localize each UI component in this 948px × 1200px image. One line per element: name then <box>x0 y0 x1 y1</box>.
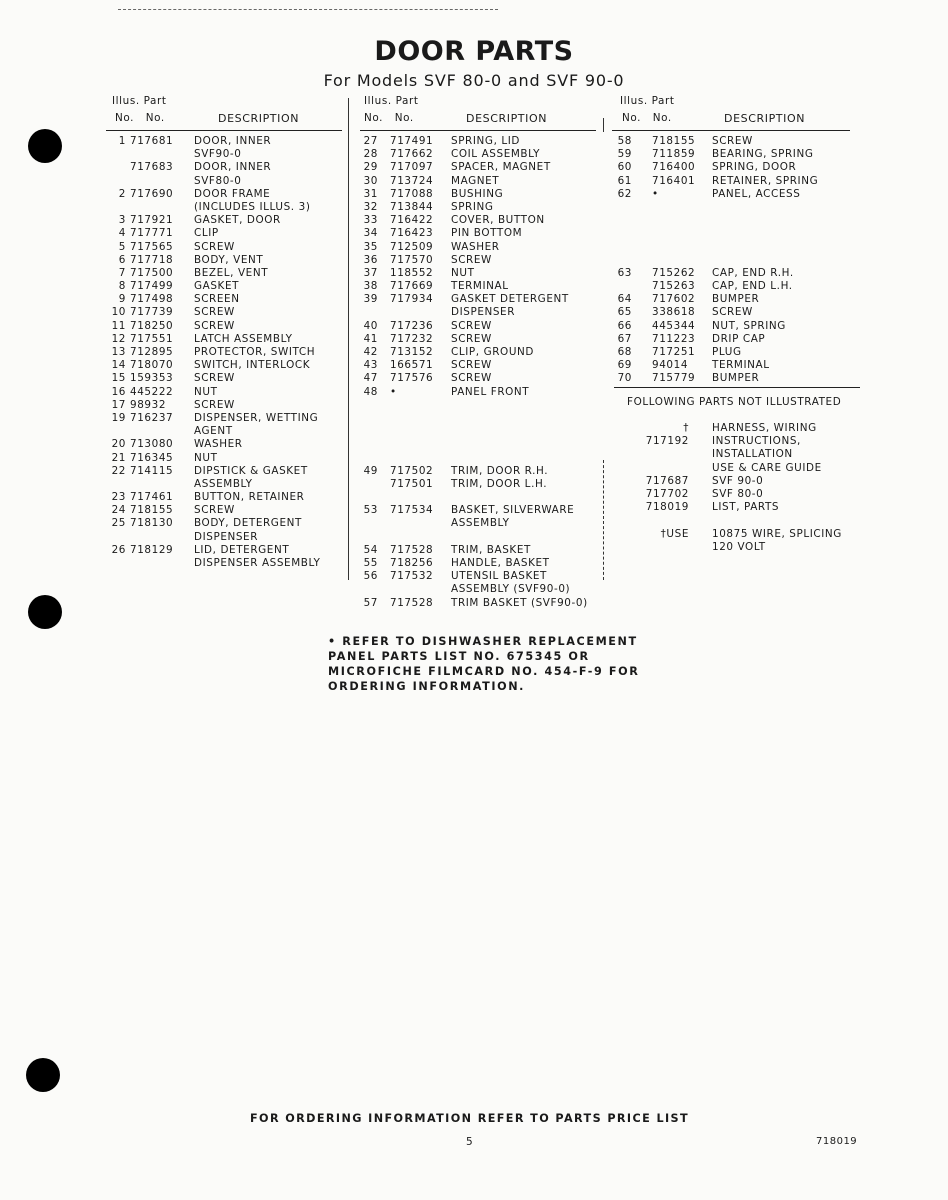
part-description: SCREW <box>194 372 235 385</box>
part-number: 713844 <box>390 200 434 213</box>
part-description: ASSEMBLY <box>194 477 253 490</box>
illus-number: 55 <box>363 557 378 569</box>
part-description: SCREW <box>194 306 235 319</box>
illus-number: 34 <box>363 227 378 240</box>
part-description: WASHER <box>194 438 243 451</box>
part-number: 717461 <box>130 491 174 504</box>
illus-number: 2 <box>118 187 126 200</box>
part-description: TRIM, BASKET <box>451 543 531 556</box>
part-number: 445344 <box>652 319 696 332</box>
illus-number: 7 <box>118 266 126 279</box>
part-description: SPRING, DOOR <box>712 161 797 174</box>
illus-number: 3 <box>118 214 126 227</box>
part-number: 717097 <box>390 161 434 174</box>
illus-number: 1 <box>118 135 126 147</box>
part-number: 717192 <box>645 435 689 448</box>
scan-artifact-line <box>118 9 498 10</box>
part-number: 717702 <box>645 487 689 500</box>
part-number: • <box>390 385 397 398</box>
illus-number: 14 <box>111 359 126 372</box>
part-description: SCREW <box>451 319 492 332</box>
part-description: SCREW <box>451 359 492 372</box>
illus-number: 60 <box>617 161 632 174</box>
illus-number: 36 <box>363 253 378 266</box>
part-description: CLIP, GROUND <box>451 346 535 358</box>
column-divider-right-2 <box>603 460 604 580</box>
part-description: SCREW <box>712 135 753 147</box>
header-rule-2 <box>360 130 596 131</box>
document-number: 718019 <box>816 1136 858 1147</box>
part-description: DOOR FRAME <box>194 187 271 200</box>
illus-number: 41 <box>363 332 378 345</box>
illus-number: 48 <box>363 385 378 398</box>
illus-number: 62 <box>617 187 632 200</box>
part-number: 717687 <box>645 474 689 487</box>
part-description: NUT, SPRING <box>712 319 786 332</box>
header-description: DESCRIPTION <box>724 112 806 125</box>
note-line: MICROFICHE FILMCARD NO. 454-F-9 FOR <box>328 665 640 678</box>
illus-number: 65 <box>617 306 632 319</box>
header-rule-3 <box>612 130 850 131</box>
part-description: DOOR, INNER <box>194 135 272 147</box>
part-description: BODY, VENT <box>194 253 264 266</box>
part-number: 713080 <box>130 438 174 451</box>
note-line: • REFER TO DISHWASHER REPLACEMENT <box>328 635 638 648</box>
illus-number: 67 <box>617 332 632 345</box>
part-number: 716400 <box>652 161 696 174</box>
illus-number: 13 <box>111 346 126 358</box>
part-description: TRIM, DOOR R.H. <box>451 464 549 477</box>
part-number: 118552 <box>390 266 434 279</box>
part-description: DISPENSER, WETTING <box>194 411 319 424</box>
part-number: 166571 <box>390 359 434 372</box>
part-description: MAGNET <box>451 174 500 187</box>
illus-number: 56 <box>363 570 378 583</box>
part-number: 715263 <box>652 280 696 293</box>
illus-number: 33 <box>363 214 378 227</box>
part-description: SVF 80-0 <box>712 487 764 500</box>
part-description: DRIP CAP <box>712 332 766 345</box>
part-description: ASSEMBLY (SVF90-0) <box>451 583 571 596</box>
note-line: PANEL PARTS LIST NO. 675345 OR <box>328 650 590 663</box>
page-title: DOOR PARTS <box>374 36 574 67</box>
part-number: 717528 <box>390 596 434 609</box>
part-number: 718256 <box>390 557 434 569</box>
part-number: 717662 <box>390 148 434 161</box>
illus-number: 39 <box>363 293 378 306</box>
part-number: 716422 <box>390 214 434 227</box>
part-description: BEARING, SPRING <box>712 148 814 161</box>
part-description: LATCH ASSEMBLY <box>194 332 293 345</box>
illus-number: 10 <box>111 306 126 319</box>
part-description: BUMPER <box>712 372 760 385</box>
part-description: COIL ASSEMBLY <box>451 148 541 161</box>
illus-number: 19 <box>111 411 126 424</box>
binder-hole-top <box>28 129 62 163</box>
part-description: TRIM BASKET (SVF90-0) <box>451 596 588 609</box>
part-description: SCREW <box>451 253 492 266</box>
part-description: NUT <box>451 266 475 279</box>
part-number: 713724 <box>390 174 434 187</box>
part-description: LID, DETERGENT <box>194 543 290 556</box>
illus-number: 6 <box>118 253 126 266</box>
part-description: SCREEN <box>194 293 240 306</box>
part-description: SVF90-0 <box>194 148 242 161</box>
part-number: 712895 <box>130 346 174 358</box>
part-number: 717570 <box>390 253 434 266</box>
part-number: 717528 <box>390 543 434 556</box>
part-description: DISPENSER ASSEMBLY <box>194 557 321 569</box>
illus-number: 37 <box>363 266 378 279</box>
part-description: SPRING, LID <box>451 135 521 147</box>
part-number: 717236 <box>390 319 434 332</box>
part-number: 716423 <box>390 227 434 240</box>
part-number: 717690 <box>130 187 174 200</box>
part-description: CAP, END L.H. <box>712 280 793 293</box>
illus-number: 28 <box>363 148 378 161</box>
part-description: SCREW <box>194 319 235 332</box>
part-description: SCREW <box>194 504 235 517</box>
part-number: 94014 <box>652 359 689 372</box>
header-no-no: No. No. <box>364 112 414 124</box>
part-description: 120 VOLT <box>712 540 766 553</box>
part-number: 717534 <box>390 504 434 517</box>
part-description: UTENSIL BASKET <box>451 570 547 583</box>
header-description: DESCRIPTION <box>218 112 300 125</box>
part-number: † <box>683 422 689 434</box>
part-description: TRIM, DOOR L.H. <box>451 477 548 490</box>
part-description: SVF80-0 <box>194 174 242 187</box>
part-number: 714115 <box>130 464 174 477</box>
part-number: 718129 <box>130 543 174 556</box>
part-number: • <box>652 187 659 200</box>
illus-number: 4 <box>118 227 126 240</box>
part-description: SPACER, MAGNET <box>451 161 551 174</box>
part-number: 711223 <box>652 332 696 345</box>
part-description: BODY, DETERGENT <box>194 517 302 530</box>
illus-number: 61 <box>617 174 632 187</box>
binder-hole-bottom <box>26 1058 60 1092</box>
part-number: 338618 <box>652 306 696 319</box>
illus-number: 31 <box>363 187 378 200</box>
illus-number: 69 <box>617 359 632 372</box>
part-description: NUT <box>194 385 218 398</box>
part-number: 717739 <box>130 306 174 319</box>
part-description: WASHER <box>451 240 500 253</box>
part-description: 10875 WIRE, SPLICING <box>712 527 842 540</box>
part-number: 717551 <box>130 332 174 345</box>
ordering-note <box>328 634 639 694</box>
illus-number: 42 <box>363 346 378 358</box>
part-description: DISPENSER <box>194 530 259 543</box>
illus-number: 32 <box>363 200 378 213</box>
part-description: PLUG <box>712 346 742 358</box>
part-description: DOOR, INNER <box>194 161 272 174</box>
part-number: 716237 <box>130 411 174 424</box>
not-illustrated-rule <box>614 387 860 388</box>
part-number: 718070 <box>130 359 174 372</box>
illus-number: 5 <box>118 240 126 253</box>
part-description: (INCLUDES ILLUS. 3) <box>194 200 311 213</box>
part-number: 716345 <box>130 451 174 464</box>
part-number: 717251 <box>652 346 696 358</box>
header-no-no: No. No. <box>115 112 165 124</box>
part-number: 445222 <box>130 385 174 398</box>
part-description: PANEL, ACCESS <box>712 187 801 200</box>
part-description: SCREW <box>712 306 753 319</box>
illus-number: 30 <box>363 174 378 187</box>
part-number: 717921 <box>130 214 174 227</box>
illus-number: 15 <box>111 372 126 385</box>
part-number: 717576 <box>390 372 434 385</box>
part-number: 715262 <box>652 266 696 279</box>
illus-number: 24 <box>111 504 126 517</box>
illus-number: 27 <box>363 135 378 147</box>
part-description: BUMPER <box>712 293 760 306</box>
footer-ordering-info: FOR ORDERING INFORMATION REFER TO PARTS PRICE LIST <box>250 1112 690 1125</box>
part-description: GASKET DETERGENT <box>451 293 569 306</box>
illus-number: 35 <box>363 240 378 253</box>
part-description: SPRING <box>451 200 494 213</box>
part-description: SCREW <box>194 398 235 411</box>
part-description: SWITCH, INTERLOCK <box>194 359 311 372</box>
header-illus-part: Illus. Part <box>364 95 419 107</box>
part-description: LIST, PARTS <box>712 501 780 514</box>
column-divider-right <box>603 118 604 132</box>
illus-number: 40 <box>363 319 378 332</box>
part-description: TERMINAL <box>451 280 509 293</box>
illus-number: 63 <box>617 266 632 279</box>
header-illus-part: Illus. Part <box>620 95 675 107</box>
part-description: HARNESS, WIRING <box>712 422 817 434</box>
illus-number: 9 <box>118 293 126 306</box>
part-description: BUSHING <box>451 187 504 200</box>
header-no-no: No. No. <box>622 112 672 124</box>
illus-number: 49 <box>363 464 378 477</box>
part-description: INSTALLATION <box>712 448 793 461</box>
part-number: 718155 <box>652 135 696 147</box>
part-description: BEZEL, VENT <box>194 266 269 279</box>
part-number: 717771 <box>130 227 174 240</box>
part-number: 717602 <box>652 293 696 306</box>
part-description: INSTRUCTIONS, <box>712 435 801 448</box>
illus-number: 17 <box>111 398 126 411</box>
part-number: 717681 <box>130 135 174 147</box>
part-description: ASSEMBLY <box>451 517 510 530</box>
part-number: 718130 <box>130 517 174 530</box>
header-illus-part: Illus. Part <box>112 95 167 107</box>
part-number: 718155 <box>130 504 174 517</box>
illus-number: 43 <box>363 359 378 372</box>
part-number: 717502 <box>390 464 434 477</box>
part-number: 711859 <box>652 148 696 161</box>
illus-number: 29 <box>363 161 378 174</box>
part-description: SCREW <box>451 332 492 345</box>
illus-number: 22 <box>111 464 126 477</box>
header-description: DESCRIPTION <box>466 112 548 125</box>
part-number: 717501 <box>390 477 434 490</box>
part-description: DIPSTICK & GASKET <box>194 464 308 477</box>
part-description: NUT <box>194 451 218 464</box>
part-number: †USE <box>660 527 689 540</box>
part-number: 717683 <box>130 161 174 174</box>
illus-number: 21 <box>111 451 126 464</box>
part-number: 718250 <box>130 319 174 332</box>
part-number: 715779 <box>652 372 696 385</box>
part-number: 717499 <box>130 280 174 293</box>
part-number: 717565 <box>130 240 174 253</box>
part-description: TERMINAL <box>712 359 770 372</box>
illus-number: 23 <box>111 491 126 504</box>
illus-number: 68 <box>617 346 632 358</box>
part-description: AGENT <box>194 425 233 438</box>
part-description: USE & CARE GUIDE <box>712 461 822 474</box>
part-description: BASKET, SILVERWARE <box>451 504 575 517</box>
part-number: 717934 <box>390 293 434 306</box>
illus-number: 11 <box>111 319 126 332</box>
part-number: 98932 <box>130 398 167 411</box>
part-description: CLIP <box>194 227 219 240</box>
illus-number: 70 <box>617 372 632 385</box>
part-description: SCREW <box>194 240 235 253</box>
illus-number: 20 <box>111 438 126 451</box>
part-description: COVER, BUTTON <box>451 214 545 227</box>
part-number: 717232 <box>390 332 434 345</box>
illus-number: 53 <box>363 504 378 517</box>
illus-number: 58 <box>617 135 632 147</box>
part-description: PIN BOTTOM <box>451 227 523 240</box>
illus-number: 57 <box>363 596 378 609</box>
note-line: ORDERING INFORMATION. <box>328 680 526 693</box>
part-description: DISPENSER <box>451 306 516 319</box>
column-divider-left <box>348 98 349 580</box>
page-number: 5 <box>466 1136 473 1148</box>
part-number: 712509 <box>390 240 434 253</box>
illus-number: 16 <box>111 385 126 398</box>
part-number: 713152 <box>390 346 434 358</box>
part-number: 717532 <box>390 570 434 583</box>
part-description: SCREW <box>451 372 492 385</box>
page-subtitle: For Models SVF 80-0 and SVF 90-0 <box>323 71 625 90</box>
part-number: 717718 <box>130 253 174 266</box>
part-number: 159353 <box>130 372 174 385</box>
header-rule-1 <box>106 130 342 131</box>
illus-number: 38 <box>363 280 378 293</box>
part-description: HANDLE, BASKET <box>451 557 550 569</box>
part-number: 717498 <box>130 293 174 306</box>
part-description: CAP, END R.H. <box>712 266 794 279</box>
part-description: RETAINER, SPRING <box>712 174 819 187</box>
part-number: 716401 <box>652 174 696 187</box>
not-illustrated-heading: FOLLOWING PARTS NOT ILLUSTRATED <box>627 396 842 408</box>
illus-number: 47 <box>363 372 378 385</box>
part-description: SVF 90-0 <box>712 474 764 487</box>
illus-number: 66 <box>617 319 632 332</box>
part-description: GASKET, DOOR <box>194 214 281 227</box>
part-number: 717500 <box>130 266 174 279</box>
part-number: 717088 <box>390 187 434 200</box>
illus-number: 54 <box>363 543 378 556</box>
illus-number: 26 <box>111 543 126 556</box>
part-number: 717491 <box>390 135 434 147</box>
part-number: 717669 <box>390 280 434 293</box>
illus-number: 64 <box>617 293 632 306</box>
illus-number: 8 <box>118 280 126 293</box>
binder-hole-middle <box>28 595 62 629</box>
part-description: PROTECTOR, SWITCH <box>194 346 316 358</box>
illus-number: 25 <box>111 517 126 530</box>
part-description: PANEL FRONT <box>451 385 530 398</box>
part-description: GASKET <box>194 280 240 293</box>
part-number: 718019 <box>645 501 689 514</box>
part-description: BUTTON, RETAINER <box>194 491 305 504</box>
illus-number: 59 <box>617 148 632 161</box>
illus-number: 12 <box>111 332 126 345</box>
